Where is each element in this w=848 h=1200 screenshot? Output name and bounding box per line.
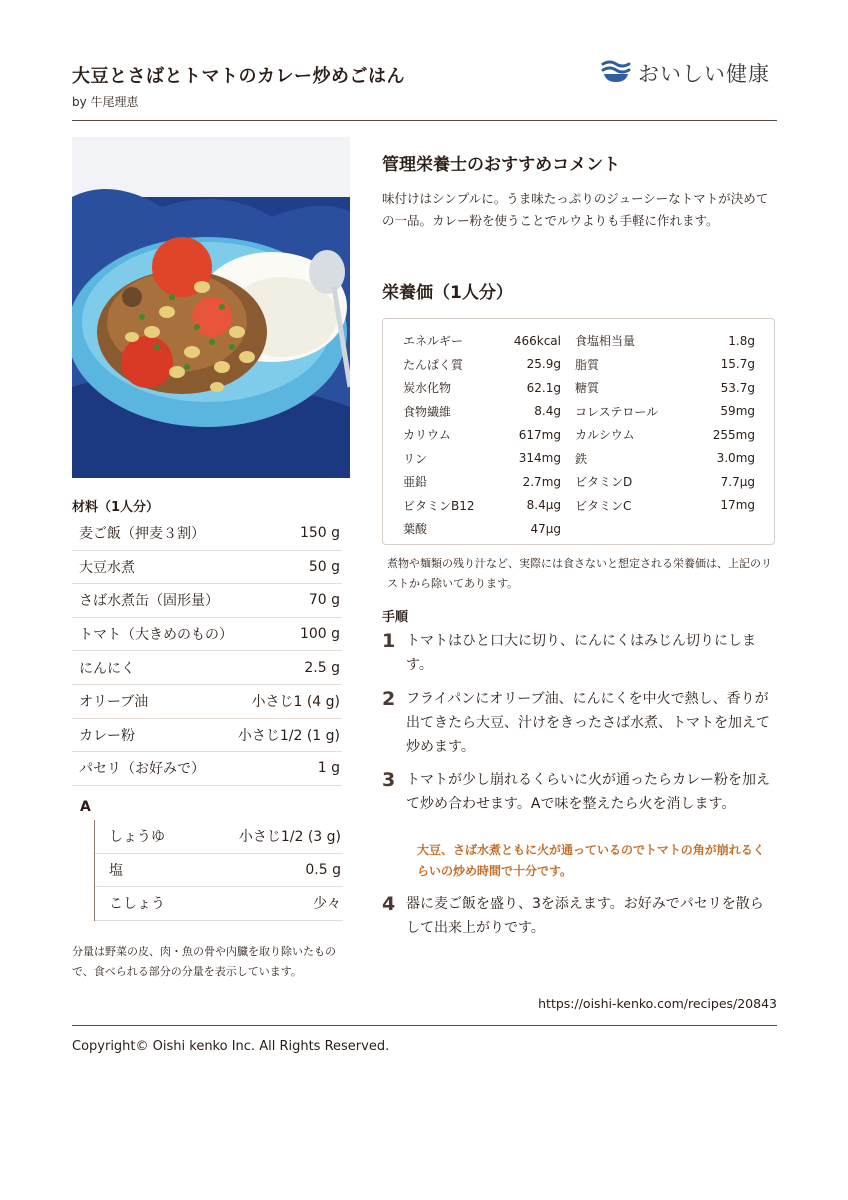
nutrient-value: 15.7g xyxy=(720,357,755,372)
ingredient-amount: 70 g xyxy=(308,592,340,609)
nutrition-row xyxy=(403,494,569,518)
nutrition-row xyxy=(403,517,569,541)
logo-text: おいしい健康 xyxy=(638,62,770,86)
nutrition-row xyxy=(403,470,569,494)
ingredient-amount: 小さじ1/2 (1 g) xyxy=(237,727,340,744)
bowl-waves-icon xyxy=(600,58,632,88)
ingredient-row xyxy=(72,618,342,652)
nutrition-row xyxy=(403,376,569,400)
nutrition-row xyxy=(403,423,569,447)
nutrient-name: たんぱく質 xyxy=(403,357,464,372)
step-text: トマトはひと口大に切り、にんにくはみじん切りにします。 xyxy=(406,633,756,673)
ingredients-note: 分量は野菜の皮、肉・魚の骨や内臓を取り除いたもので、食べられる部分の分量を表示しています。 xyxy=(72,945,336,978)
nutrient-value: 8.4g xyxy=(534,404,561,419)
step-text: フライパンにオリーブ油、にんにくを中火で熱し、香りが出てきたら大豆、汁けをきったさば水煮、トマトを加えて炒めます。 xyxy=(406,691,770,755)
nutrition-row xyxy=(569,329,755,353)
ingredient-amount: 150 g xyxy=(299,525,340,542)
nutrient-value: 617mg xyxy=(518,427,561,442)
ingredient-amount: 少々 xyxy=(313,896,341,913)
step-number: 2 xyxy=(382,688,396,710)
nutrition-row xyxy=(403,400,569,424)
header-divider xyxy=(72,120,777,121)
nutrient-value: 2.7mg xyxy=(522,474,561,489)
ingredient-name: トマト（大きめのもの） xyxy=(79,627,233,644)
nutrition-row xyxy=(569,353,755,377)
nutrition-row xyxy=(569,494,755,518)
nutrient-name: 亜鉛 xyxy=(403,475,428,490)
nutrient-value: 1.8g xyxy=(728,333,755,348)
nutrient-name: 食塩相当量 xyxy=(575,334,636,349)
ingredient-group-label: A xyxy=(80,799,91,815)
ingredient-row xyxy=(72,651,342,685)
ingredient-name: さば水煮缶（固形量） xyxy=(79,593,219,610)
nutrition-heading: 栄養価（1人分） xyxy=(382,283,513,303)
nutrient-value: 25.9g xyxy=(526,357,561,372)
comment-body: 味付けはシンプルに。うま味たっぷりのジューシーなトマトが決めての一品。カレー粉を使うことでルウよりも手軽に作れます。 xyxy=(382,191,769,228)
ingredient-name: しょうゆ xyxy=(109,829,165,846)
footer-divider xyxy=(72,1025,777,1026)
ingredient-row xyxy=(72,551,342,585)
ingredient-row xyxy=(72,517,342,551)
ingredient-row xyxy=(95,854,343,888)
recipe-photo xyxy=(72,137,350,478)
step-text: トマトが少し崩れるくらいに火が通ったらカレー粉を加えて炒め合わせます。Aで味を整えたら火を消します。 xyxy=(406,772,770,812)
nutrition-row xyxy=(569,400,755,424)
ingredients-list xyxy=(72,517,342,786)
nutrient-name: カリウム xyxy=(403,428,451,443)
step-tip: 大豆、さば水煮ともに火が通っているのでトマトの角が崩れるくらいの炒め時間で十分です。 xyxy=(417,843,765,878)
nutrient-name: ビタミンD xyxy=(575,475,633,490)
step-number: 4 xyxy=(382,893,396,915)
step-number: 1 xyxy=(382,630,396,652)
ingredient-name: カレー粉 xyxy=(79,727,135,744)
nutrient-value: 62.1g xyxy=(526,380,561,395)
step-item xyxy=(382,768,777,816)
nutrient-name: 葉酸 xyxy=(403,522,428,537)
ingredient-name: 大豆水煮 xyxy=(79,559,135,576)
steps-heading: 手順 xyxy=(382,610,409,625)
nutrition-row xyxy=(403,353,569,377)
nutrient-name: コレステロール xyxy=(575,404,659,419)
nutrient-name: ビタミンC xyxy=(575,498,632,513)
nutrient-value: 314mg xyxy=(518,451,561,466)
ingredients-heading: 材料（1人分） xyxy=(72,500,160,515)
ingredient-row xyxy=(72,584,342,618)
ingredient-name: こしょう xyxy=(109,896,165,913)
nutrition-row xyxy=(403,447,569,471)
recipe-url[interactable]: https://oishi-kenko.com/recipes/20843 xyxy=(538,996,777,1011)
step-item xyxy=(382,687,777,759)
step-item xyxy=(382,892,777,940)
ingredient-row xyxy=(72,685,342,719)
nutrient-value: 59mg xyxy=(720,404,755,419)
ingredient-name: 塩 xyxy=(109,862,123,879)
ingredient-name: パセリ（お好みで） xyxy=(79,761,205,778)
ingredient-amount: 1 g xyxy=(317,760,340,777)
nutrient-value: 3.0mg xyxy=(716,451,755,466)
brand-logo[interactable] xyxy=(600,58,770,88)
nutrient-value: 255mg xyxy=(712,427,755,442)
nutrient-value: 47μg xyxy=(530,521,561,536)
nutrient-name: カルシウム xyxy=(575,428,635,443)
ingredient-name: 麦ご飯（押麦３割） xyxy=(79,526,205,543)
step-text: 器に麦ご飯を盛り、3を添えます。お好みでパセリを散らして出来上がりです。 xyxy=(406,896,764,936)
nutrition-row xyxy=(569,376,755,400)
step-item xyxy=(382,629,777,677)
nutrient-value: 7.7μg xyxy=(720,474,755,489)
nutrient-name: 食物繊維 xyxy=(403,404,452,419)
nutrient-value: 8.4μg xyxy=(526,498,561,513)
nutrient-value: 53.7g xyxy=(720,380,755,395)
ingredient-row xyxy=(72,719,342,753)
nutrient-value: 466kcal xyxy=(513,333,561,348)
ingredient-amount: 小さじ1/2 (3 g) xyxy=(238,829,341,846)
nutrition-row xyxy=(569,470,755,494)
ingredient-amount: 小さじ1 (4 g) xyxy=(251,694,340,711)
ingredient-group-list xyxy=(94,820,343,921)
nutrient-name: 炭水化物 xyxy=(403,381,452,396)
ingredient-row xyxy=(72,752,342,786)
nutrition-row xyxy=(569,447,755,471)
step-number: 3 xyxy=(382,769,396,791)
recipe-author: by 牛尾理恵 xyxy=(72,95,139,109)
nutrition-row xyxy=(403,329,569,353)
comment-heading: 管理栄養士のおすすめコメント xyxy=(382,155,621,175)
ingredient-name: にんにく xyxy=(79,660,135,677)
ingredient-amount: 100 g xyxy=(299,626,340,643)
nutrient-name: 糖質 xyxy=(575,381,600,396)
recipe-title: 大豆とさばとトマトのカレー炒めごはん xyxy=(72,66,405,87)
nutrition-table xyxy=(382,318,775,545)
nutrition-note: 煮物や麺類の残り汁など、実際には食さないと想定される栄養価は、上記のリストから除いてあります。 xyxy=(387,557,772,590)
nutrient-name: リン xyxy=(403,451,428,466)
nutrient-name: 脂質 xyxy=(575,357,600,372)
ingredient-amount: 2.5 g xyxy=(304,659,340,676)
nutrient-name: 鉄 xyxy=(575,451,588,466)
ingredient-row xyxy=(95,887,343,921)
nutrient-name: エネルギー xyxy=(403,334,464,349)
ingredient-name: オリーブ油 xyxy=(79,694,149,711)
nutrient-name: ビタミンB12 xyxy=(403,498,475,513)
nutrition-row xyxy=(569,423,755,447)
ingredient-amount: 0.5 g xyxy=(305,861,341,878)
ingredient-amount: 50 g xyxy=(308,558,340,575)
copyright: Copyright© Oishi kenko Inc. All Rights Reserved. xyxy=(72,1039,390,1054)
nutrient-value: 17mg xyxy=(720,498,755,513)
ingredient-row xyxy=(95,820,343,854)
